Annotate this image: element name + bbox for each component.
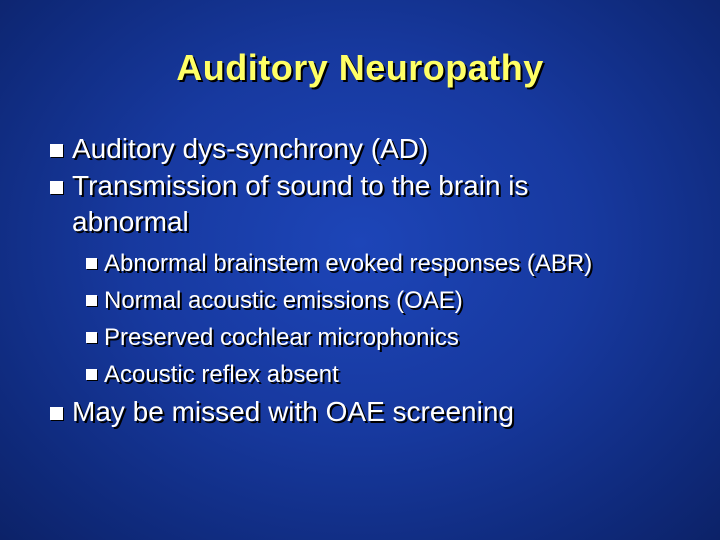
sub-bullet-item: Preserved cochlear microphonics	[104, 324, 459, 351]
sub-bullet-item: Acoustic reflex absent	[104, 361, 339, 388]
square-bullet-icon	[50, 407, 63, 420]
bullet-item-line: Transmission of sound to the brain is	[72, 170, 529, 201]
square-bullet-icon	[50, 144, 63, 157]
square-bullet-icon	[50, 181, 63, 194]
bullet-item: May be missed with OAE screening	[72, 396, 514, 427]
slide-title: Auditory Neuropathy	[176, 47, 544, 88]
sub-bullet-item: Abnormal brainstem evoked responses (ABR)	[104, 250, 593, 277]
square-bullet-icon	[86, 295, 97, 306]
sub-bullet-item: Normal acoustic emissions (OAE)	[104, 287, 463, 314]
square-bullet-icon	[86, 369, 97, 380]
square-bullet-icon	[86, 332, 97, 343]
bullet-item: Auditory dys-synchrony (AD)	[72, 133, 429, 164]
bullet-item-line: abnormal	[72, 206, 189, 237]
square-bullet-icon	[86, 258, 97, 269]
